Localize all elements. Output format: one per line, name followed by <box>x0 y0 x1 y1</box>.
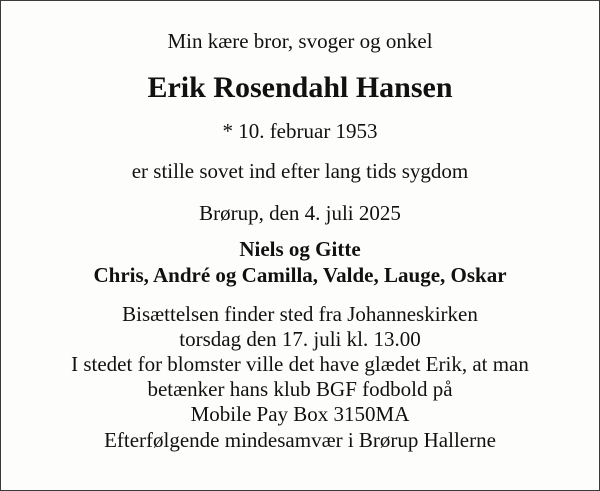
info-line: Efterfølgende mindesamvær i Brørup Hallerne <box>104 428 496 452</box>
info-line: torsdag den 17. juli kl. 13.00 <box>179 327 421 351</box>
relatives-line: Niels og Gitte <box>239 237 361 261</box>
passing-statement: er stille sovet ind efter lang tids sygdom <box>131 159 469 183</box>
deceased-name: Erik Rosendahl Hansen <box>147 71 453 104</box>
birth-date: * 10. februar 1953 <box>222 119 378 143</box>
place-and-date: Brørup, den 4. juli 2025 <box>199 201 401 225</box>
info-line: Bisættelsen finder sted fra Johanneskirken <box>122 302 478 326</box>
relatives-line: Chris, André og Camilla, Valde, Lauge, Oskar <box>93 263 507 287</box>
info-line: betænker hans klub BGF fodbold på <box>147 377 453 401</box>
info-line: Mobile Pay Box 3150MA <box>190 402 410 426</box>
info-line: I stedet for blomster ville det have glædet Erik, at man <box>71 352 529 376</box>
intro-line: Min kære bror, svoger og onkel <box>167 29 433 53</box>
